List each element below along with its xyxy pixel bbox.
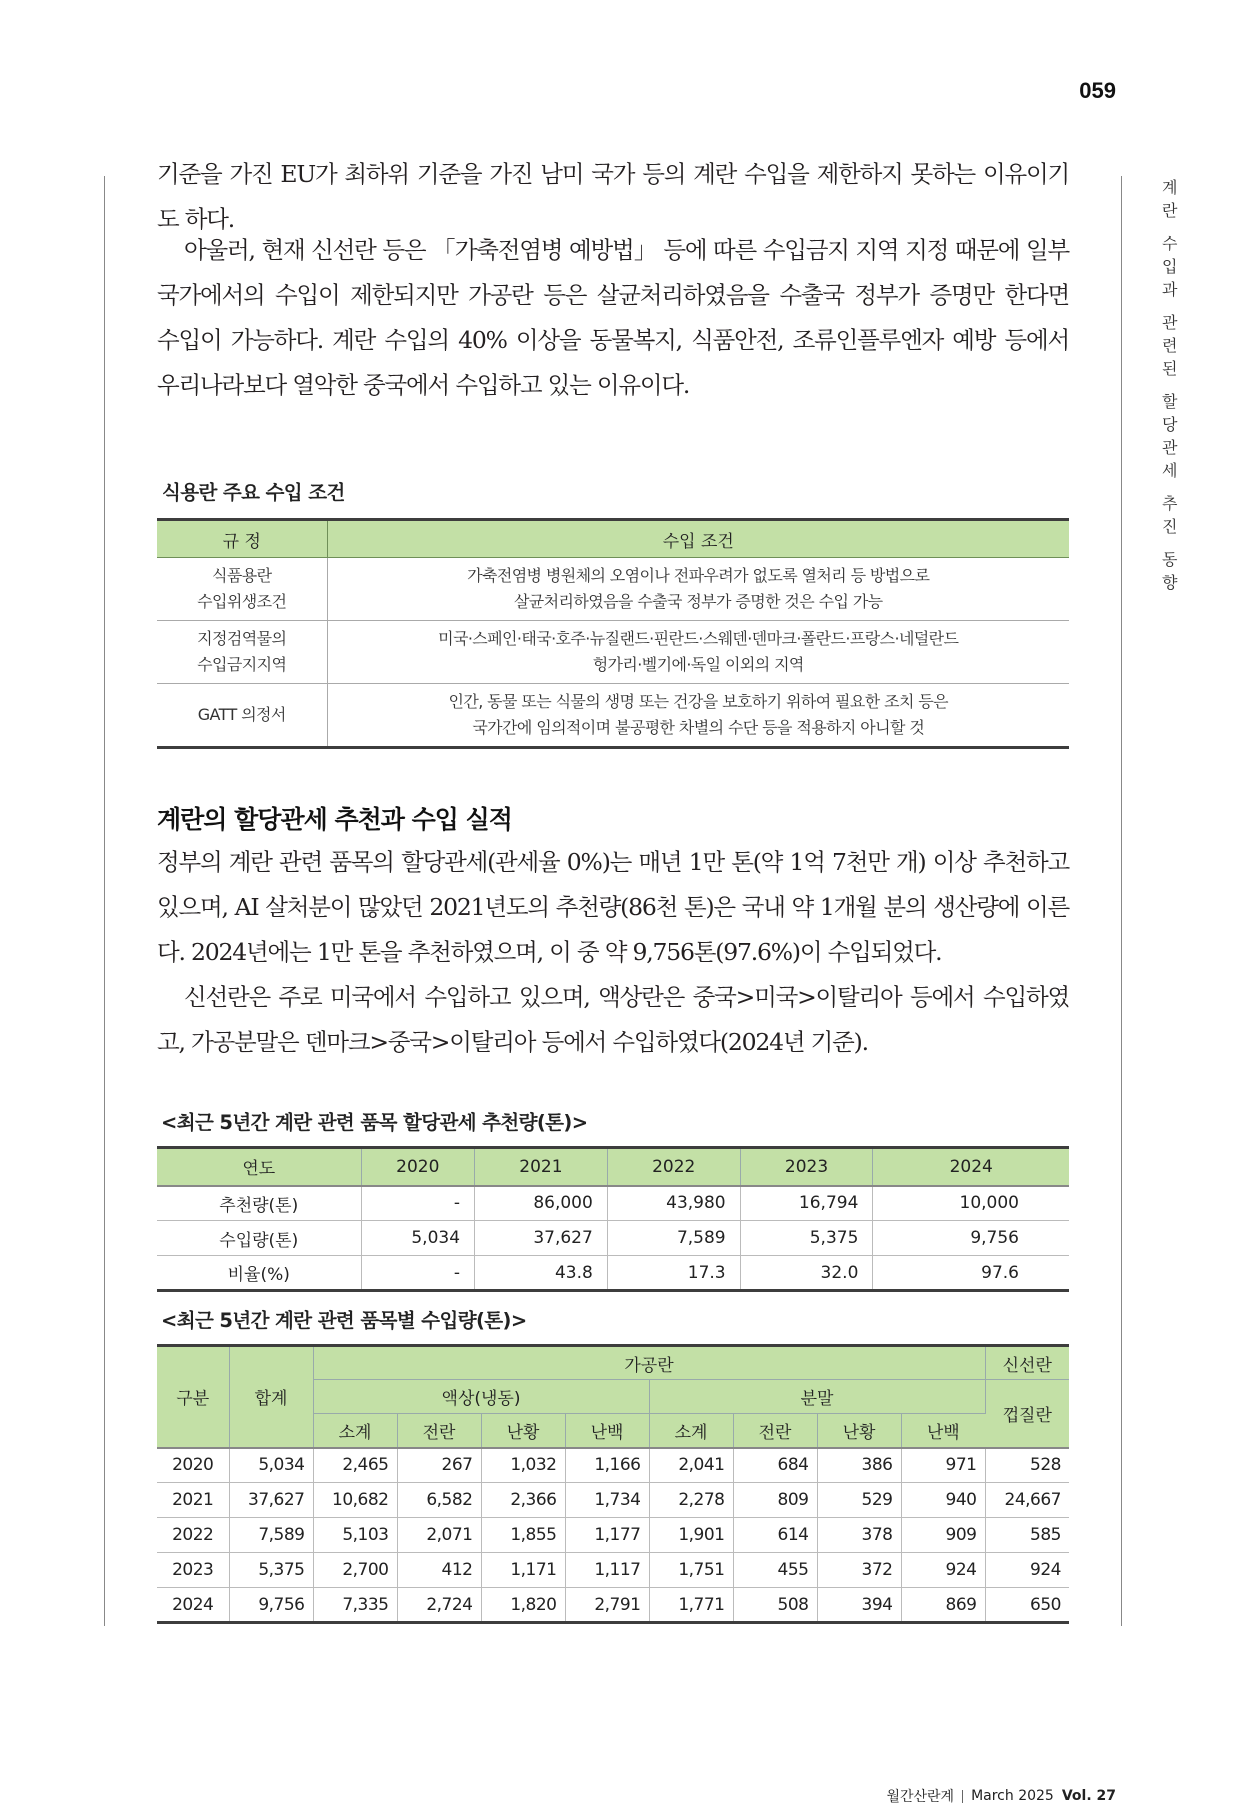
paragraph-line: 아울러, 현재 신선란 등은 「가축전염병 예방법」 등에 따른 수입금지 지역 지정 때문에 일부 <box>184 236 1069 264</box>
table-cell: 32.0 <box>740 1256 873 1291</box>
side-title-char: 진 <box>1162 517 1178 536</box>
table3-subheader: 소계 <box>649 1414 733 1448</box>
import-volume-table <box>157 1344 1069 1624</box>
table-row <box>157 1448 1069 1483</box>
table-cell: 5,034 <box>229 1448 313 1483</box>
table-cell: 2,465 <box>313 1448 397 1483</box>
side-title-char: 관 <box>1162 313 1178 332</box>
paragraph-line: 고, 가공분말은 덴마크>중국>이탈리아 등에서 수입하였다(2024년 기준). <box>157 1028 868 1056</box>
side-title-char: 과 <box>1162 280 1178 299</box>
table2-caption: <최근 5년간 계란 관련 품목 할당관세 추천량(톤)> <box>161 1111 588 1134</box>
table2-header: 2021 <box>475 1148 608 1186</box>
side-title-char: 관 <box>1162 438 1178 457</box>
table-cell: 2,791 <box>565 1588 649 1623</box>
table3-header-total: 합계 <box>229 1346 313 1448</box>
table3-header-shell: 껍질란 <box>985 1380 1069 1448</box>
right-margin-rule <box>1121 176 1122 1626</box>
table-cell: 2024 <box>157 1588 229 1623</box>
table-cell: 1,734 <box>565 1483 649 1518</box>
table-cell: 1,771 <box>649 1588 733 1623</box>
table-row <box>157 1256 1069 1291</box>
table3-subheader: 난황 <box>481 1414 565 1448</box>
table-cell: 17.3 <box>607 1256 740 1291</box>
table-cell: 5,034 <box>361 1221 475 1256</box>
table3-header-fresh: 신선란 <box>985 1346 1069 1380</box>
table3-subheader: 난백 <box>901 1414 985 1448</box>
table-cell: 971 <box>901 1448 985 1483</box>
issue-date: March 2025 <box>971 1788 1054 1804</box>
side-title-char: 할 <box>1162 392 1178 411</box>
paragraph-2 <box>157 228 1069 408</box>
table-cell: 684 <box>733 1448 817 1483</box>
table-cell: 2,700 <box>313 1553 397 1588</box>
table-cell: 909 <box>901 1518 985 1553</box>
table-cell: 7,589 <box>607 1221 740 1256</box>
table-cell: 529 <box>817 1483 901 1518</box>
table-cell: 614 <box>733 1518 817 1553</box>
table-cell: 378 <box>817 1518 901 1553</box>
paragraph-line: 수입이 가능하다. 계란 수입의 40% 이상을 동물복지, 식품안전, 조류인플루엔자 예방 등에서 <box>157 326 1069 354</box>
side-running-title <box>1162 176 1177 594</box>
table-cell: 9,756 <box>873 1221 1069 1256</box>
table3-header-liquid: 액상(냉동) <box>313 1380 649 1414</box>
paragraph-line: 정부의 계란 관련 품목의 할당관세(관세율 0%)는 매년 1만 톤(약 1억 7천만 개) 이상 추천하고 <box>157 848 1069 876</box>
table-cell: 2023 <box>157 1553 229 1588</box>
table-row <box>157 558 1069 621</box>
quota-recommendation-table <box>157 1146 1069 1292</box>
table3-caption: <최근 5년간 계란 관련 품목별 수입량(톤)> <box>161 1309 527 1332</box>
table-cell: 869 <box>901 1588 985 1623</box>
table2-header: 연도 <box>157 1148 361 1186</box>
paragraph-line: 우리나라보다 열악한 중국에서 수입하고 있는 이유이다. <box>157 371 690 399</box>
import-volume-table-wrap <box>157 1344 1069 1624</box>
table-cell: 86,000 <box>475 1186 608 1221</box>
table-cell: 940 <box>901 1483 985 1518</box>
table-cell: 10,682 <box>313 1483 397 1518</box>
table3-subheader: 난황 <box>817 1414 901 1448</box>
table2-header: 2024 <box>873 1148 1069 1186</box>
import-conditions-table <box>157 518 1069 749</box>
side-title-char: 향 <box>1162 573 1178 592</box>
table-cell: 가축전염병 병원체의 오염이나 전파우려가 없도록 열처리 등 방법으로 살균처리하였음을 수출국 정부가 증명한 것은 수입 가능 <box>327 558 1069 621</box>
table-cell: 43.8 <box>475 1256 608 1291</box>
table-cell: 1,177 <box>565 1518 649 1553</box>
footer-divider <box>962 1790 963 1803</box>
table-cell: 5,103 <box>313 1518 397 1553</box>
table-cell: 43,980 <box>607 1186 740 1221</box>
table-cell: 2021 <box>157 1483 229 1518</box>
table-row <box>157 1186 1069 1221</box>
paragraph-line: 있으며, AI 살처분이 많았던 2021년도의 추천량(86천 톤)은 국내 약 1개월 분의 생산량에 이른 <box>157 893 1069 921</box>
table-cell: - <box>361 1256 475 1291</box>
volume-number: Vol. 27 <box>1061 1788 1116 1804</box>
table-cell: 2022 <box>157 1518 229 1553</box>
table-row <box>157 621 1069 684</box>
table-cell: 386 <box>817 1448 901 1483</box>
table-cell: 924 <box>901 1553 985 1588</box>
table-cell: 2,724 <box>397 1588 481 1623</box>
table-cell: 1,901 <box>649 1518 733 1553</box>
table-cell: 924 <box>985 1553 1069 1588</box>
table-cell: 267 <box>397 1448 481 1483</box>
table-row <box>157 1221 1069 1256</box>
table-cell: 1,032 <box>481 1448 565 1483</box>
table-row <box>157 1553 1069 1588</box>
table1-caption: 식용란 주요 수입 조건 <box>162 481 345 504</box>
table-cell: 650 <box>1030 1594 1061 1615</box>
page-number: 059 <box>1079 78 1116 103</box>
table-cell: 508 <box>733 1588 817 1623</box>
side-title-char: 수 <box>1162 234 1178 253</box>
table-cell: 식품용란 수입위생조건 <box>157 558 327 621</box>
table-cell: 37,627 <box>229 1483 313 1518</box>
page-footer <box>886 1786 1116 1806</box>
table-cell: 37,627 <box>475 1221 608 1256</box>
table3-header-processed: 가공란 <box>313 1346 985 1380</box>
table-cell: 528 <box>985 1448 1069 1483</box>
table-cell: 2,041 <box>649 1448 733 1483</box>
table3-subheader: 전란 <box>733 1414 817 1448</box>
side-title-char: 입 <box>1162 257 1178 276</box>
table-cell: 10,000 <box>873 1186 1069 1221</box>
paragraph-line: 국가에서의 수입이 제한되지만 가공란 등은 살균처리하였음을 수출국 정부가 증명만 한다면 <box>157 281 1069 309</box>
table-cell: 9,756 <box>229 1588 313 1623</box>
table-cell: 2,278 <box>649 1483 733 1518</box>
table-cell: 585 <box>985 1518 1069 1553</box>
magazine-name: 월간산란계 <box>886 1789 955 1805</box>
paragraph-4 <box>157 975 1069 1065</box>
table-cell: 372 <box>817 1553 901 1588</box>
table-cell: 수입량(톤) <box>157 1221 361 1256</box>
paragraph-line: 기준을 가진 EU가 최하위 기준을 가진 남미 국가 등의 계란 수입을 제한하지 못하는 이유이기 <box>157 160 1069 188</box>
table-cell: 412 <box>397 1553 481 1588</box>
side-title-char: 란 <box>1162 201 1178 220</box>
section-heading: 계란의 할당관세 추천과 수입 실적 <box>157 805 512 834</box>
table-cell: 1,820 <box>481 1588 565 1623</box>
table3-subheader: 전란 <box>397 1414 481 1448</box>
table-cell: 5,375 <box>740 1221 873 1256</box>
table2-header: 2020 <box>361 1148 475 1186</box>
side-title-char: 당 <box>1162 415 1178 434</box>
table2-header: 2023 <box>740 1148 873 1186</box>
paragraph-line: 다. 2024년에는 1만 톤을 추천하였으며, 이 중 약 9,756톤(97.6%)이 수입되었다. <box>157 938 942 966</box>
table3-subheader: 난백 <box>565 1414 649 1448</box>
table2-header: 2022 <box>607 1148 740 1186</box>
table-cell: 455 <box>733 1553 817 1588</box>
table-cell: - <box>361 1186 475 1221</box>
table-cell: 2020 <box>157 1448 229 1483</box>
table-cell: 인간, 동물 또는 식물의 생명 또는 건강을 보호하기 위하여 필요한 조치 등은 국가간에 임의적이며 불공평한 차별의 수단 등을 적용하지 아니할 것 <box>448 692 948 737</box>
table-cell: 7,589 <box>229 1518 313 1553</box>
side-title-char: 동 <box>1162 550 1178 569</box>
table-cell: 비율(%) <box>157 1256 361 1291</box>
table-cell: 7,335 <box>313 1588 397 1623</box>
table3-subheader: 소계 <box>313 1414 397 1448</box>
table-cell: 5,375 <box>229 1553 313 1588</box>
table3-header-powder: 분말 <box>649 1380 985 1414</box>
table-cell: 1,751 <box>649 1553 733 1588</box>
side-title-char: 세 <box>1162 461 1178 480</box>
table-cell: 809 <box>733 1483 817 1518</box>
side-title-char: 계 <box>1162 178 1178 197</box>
left-margin-rule <box>104 176 105 1626</box>
paragraph-line: 도 하다. <box>157 205 235 233</box>
table-cell: 1,171 <box>481 1553 565 1588</box>
table-cell: 1,855 <box>481 1518 565 1553</box>
paragraph-3 <box>157 840 1069 975</box>
side-title-char: 된 <box>1162 359 1178 378</box>
table-cell: 394 <box>817 1588 901 1623</box>
table-cell: 6,582 <box>397 1483 481 1518</box>
side-title-char: 련 <box>1162 336 1178 355</box>
table-cell: 2,071 <box>397 1518 481 1553</box>
table-cell: GATT 의정서 <box>157 684 327 748</box>
table-row <box>157 1588 1069 1623</box>
table3-header-gubun: 구분 <box>157 1346 229 1448</box>
table-cell: 24,667 <box>985 1483 1069 1518</box>
table1-header-rule: 규 정 <box>157 520 327 558</box>
table-cell: 97.6 <box>981 1262 1019 1283</box>
table-cell: 2,366 <box>481 1483 565 1518</box>
table-row <box>157 1518 1069 1553</box>
quota-table-wrap <box>157 1146 1069 1292</box>
table-cell: 추천량(톤) <box>157 1186 361 1221</box>
paragraph-line: 신선란은 주로 미국에서 수입하고 있으며, 액상란은 중국>미국>이탈리아 등에서 수입하였 <box>184 983 1069 1011</box>
table-cell: 16,794 <box>740 1186 873 1221</box>
table-cell: 1,117 <box>565 1553 649 1588</box>
side-title-char: 추 <box>1162 494 1178 513</box>
table-cell: 지정검역물의 수입금지지역 <box>157 621 327 684</box>
import-conditions-table-wrap <box>157 518 1069 749</box>
table-cell: 미국·스페인·태국·호주·뉴질랜드·핀란드·스웨덴·덴마크·폴란드·프랑스·네덜란드 헝가리·벨기에·독일 이외의 지역 <box>327 621 1069 684</box>
table-row <box>157 684 1069 748</box>
table-cell: 1,166 <box>565 1448 649 1483</box>
table-row <box>157 1483 1069 1518</box>
table1-header-condition: 수입 조건 <box>327 520 1069 558</box>
